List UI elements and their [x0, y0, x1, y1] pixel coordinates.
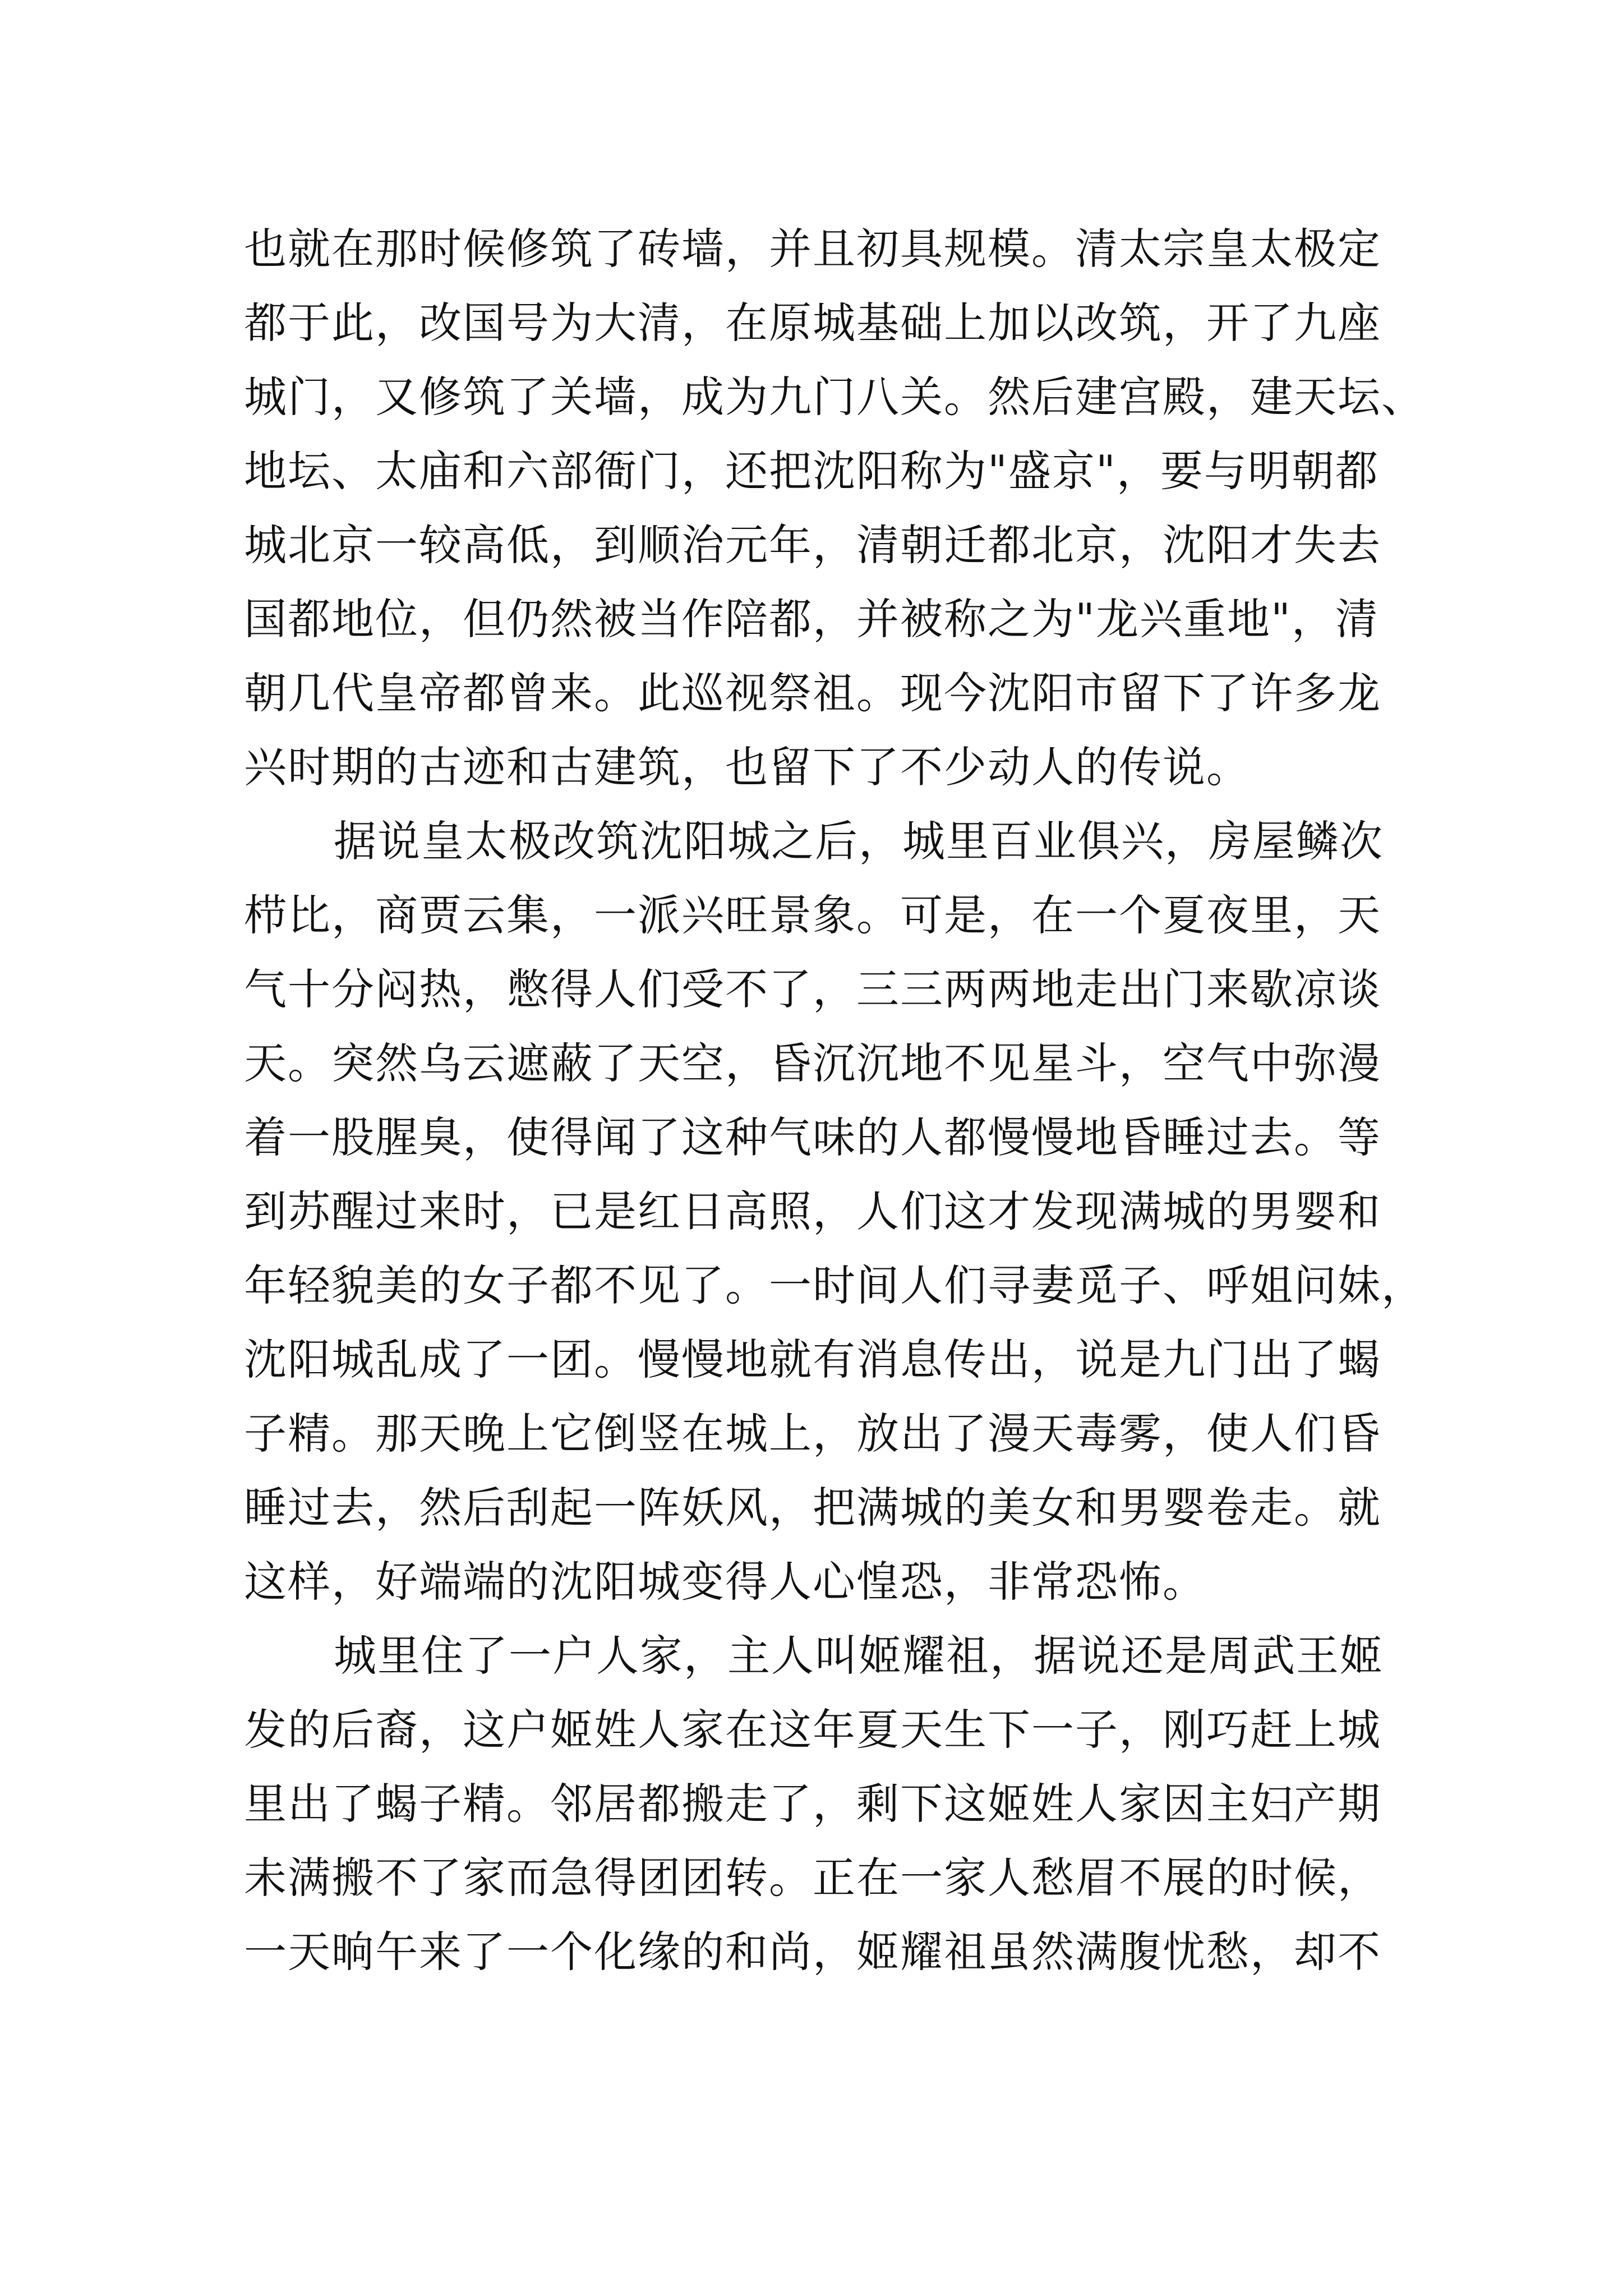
text-line: 城门，又修筑了关墙，成为九门八关。然后建宫殿，建天坛、: [244, 372, 1425, 422]
text-line: 兴时期的古迹和古建筑，也留下了不少动人的传说。: [244, 742, 1250, 792]
text-line: 着一股腥臭，使得闻了这种气味的人都慢慢地昏睡过去。等: [244, 1112, 1381, 1162]
paragraph-1: [244, 212, 1425, 804]
text-line: 未满搬不了家而急得团团转。正在一家人愁眉不展的时候，: [244, 1853, 1381, 1903]
text-line: 也就在那时候修筑了砖墙，并且初具规模。清太宗皇太极定: [244, 224, 1381, 274]
text-line: 子精。那天晚上它倒竖在城上，放出了漫天毒雾，使人们昏: [244, 1409, 1381, 1458]
text-line: 这样，好端端的沈阳城变得人心惶恐，非常恐怖。: [244, 1557, 1206, 1607]
text-line: 城北京一较高低，到顺治元年，清朝迁都北京，沈阳才失去: [244, 520, 1381, 570]
text-line: 城里住了一户人家，主人叫姬耀祖，据说还是周武王姬: [334, 1631, 1384, 1681]
text-line: 国都地位，但仍然被当作陪都，并被称之为"龙兴重地"，清: [244, 594, 1379, 644]
paragraph-3: [244, 1619, 1388, 1989]
text-line: 里出了蝎子精。邻居都搬走了，剩下这姬姓人家因主妇产期: [244, 1779, 1381, 1829]
text-line: 年轻貌美的女子都不见了。一时间人们寻妻觅子、呼姐问妹，: [244, 1260, 1425, 1310]
paragraph-2: [244, 804, 1425, 1619]
text-line: 地坛、太庙和六部衙门，还把沈阳称为"盛京"，要与明朝都: [244, 446, 1379, 496]
text-line: 到苏醒过来时，已是红日高照，人们这才发现满城的男婴和: [244, 1186, 1381, 1236]
text-line: 都于此，改国号为大清，在原城基础上加以改筑，开了九座: [244, 298, 1381, 348]
text-line: 朝几代皇帝都曾来。此巡视祭祖。现今沈阳市留下了许多龙: [244, 668, 1381, 718]
text-line: 沈阳城乱成了一团。慢慢地就有消息传出，说是九门出了蝎: [244, 1335, 1381, 1384]
text-line: 睡过去，然后刮起一阵妖风，把满城的美女和男婴卷走。就: [244, 1483, 1381, 1533]
text-line: 天。突然乌云遮蔽了天空，昏沉沉地不见星斗，空气中弥漫: [244, 1038, 1381, 1088]
text-line: 一天晌午来了一个化缘的和尚，姬耀祖虽然满腹忧愁，却不: [244, 1927, 1381, 1977]
text-line: 据说皇太极改筑沈阳城之后，城里百业俱兴，房屋鳞次: [334, 816, 1384, 866]
body-text: [244, 212, 1425, 1989]
text-line: 发的后裔，这户姬姓人家在这年夏天生下一子，刚巧赶上城: [244, 1705, 1381, 1755]
text-line: 气十分闷热，憋得人们受不了，三三两两地走出门来歇凉谈: [244, 964, 1381, 1014]
text-line: 栉比，商贾云集，一派兴旺景象。可是，在一个夏夜里，天: [244, 890, 1381, 940]
